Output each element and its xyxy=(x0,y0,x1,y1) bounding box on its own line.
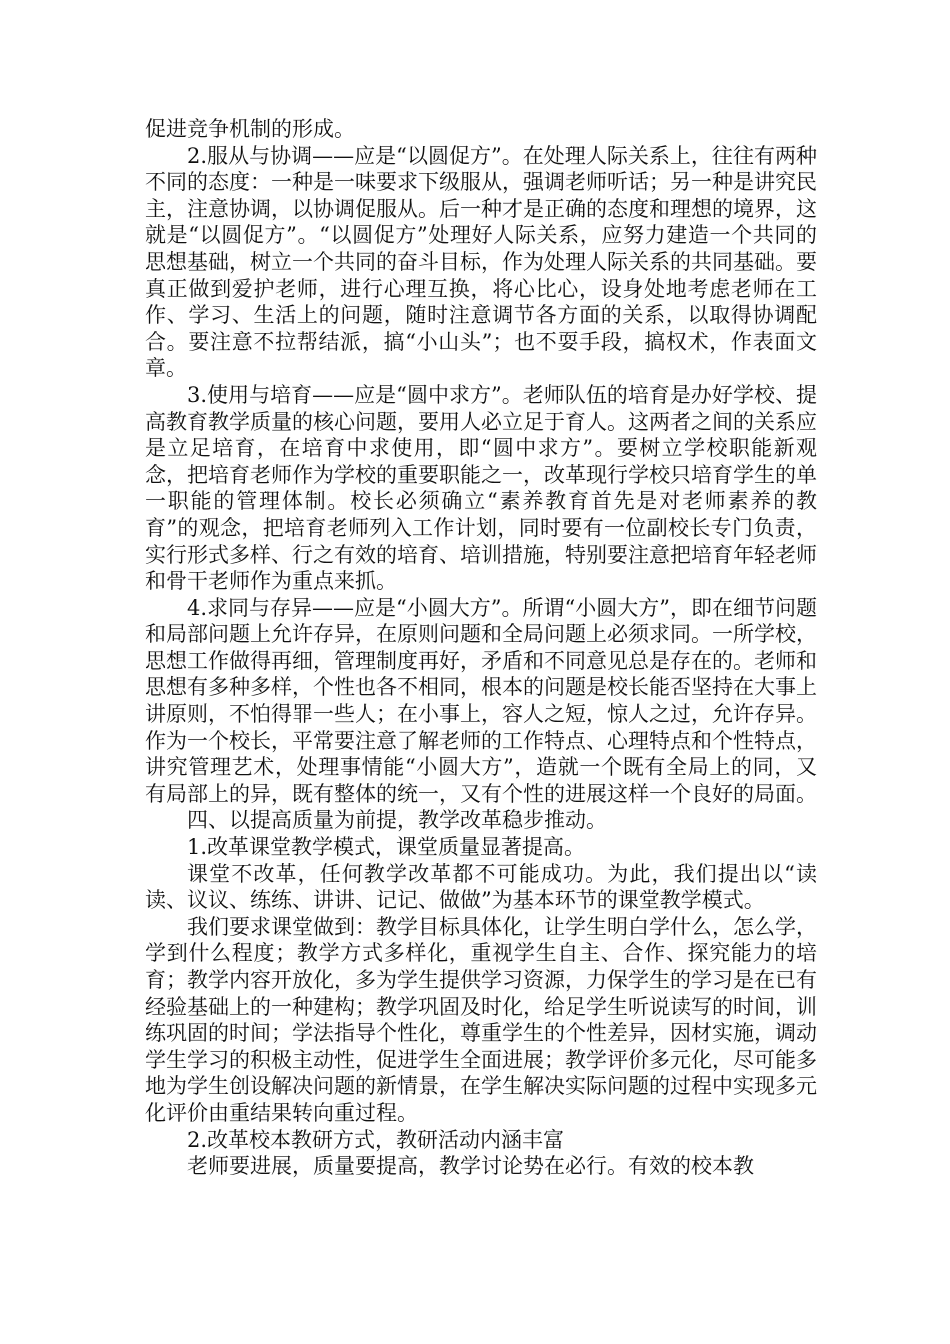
paragraph-4: 4.求同与存异——应是“小圆大方”。所谓“小圆大方”，即在细节问题和局部问题上允许存异，在原则问题和全局问题上必须求同。一所学校，思想工作做得再细，管理制度再好，矛盾和不同意见总是存在的。老师和思想有多种多样，个性也各不相同，根本的问题是校长能否坚持在大事上讲原则，不怕得罪一些人；在小事上，容人之短，惊人之过，允许存异。作为一个校长，平常要注意了解老师的工作特点、心理特点和个性特点，讲究管理艺术，处理事情能“小圆大方”，造就一个既有全局上的同，又有局部上的异，既有整体的统一，又有个性的进展这样一个良好的局面。 xyxy=(145,595,817,806)
section-heading-4: 四、以提高质量为前提，教学改革稳步推动。 xyxy=(187,808,607,833)
document-page xyxy=(145,116,817,1180)
paragraph-5: 课堂不改革，任何教学改革都不可能成功。为此，我们提出以“读读、议议、练练、讲讲、记记、做做”为基本环节的课堂教学模式。 xyxy=(145,861,817,913)
paragraph-1: 促进竞争机制的形成。 xyxy=(145,117,355,141)
paragraph-2: 2.服从与协调——应是“以圆促方”。在处理人际关系上，往往有两种不同的态度：一种是一味要求下级服从，强调老师听话；另一种是讲究民主，注意协调，以协调促服从。后一种才是正确的态度和理想的境界，这就是“以圆促方”。“以圆促方”处理好人际关系，应努力建造一个共同的思想基础，树立一个共同的奋斗目标，作为处理人际关系的共同基础。要真正做到爱护老师，进行心理互换，将心比心，设身处地考虑老师在工作、学习、生活上的问题，随时注意调节各方面的关系，以取得协调配合。要注意不拉帮结派，搞“小山头”；也不耍手段，搞权术，作表面文章。 xyxy=(145,143,817,381)
subheading-1: 1.改革课堂教学模式，课堂质量显著提高。 xyxy=(187,835,586,860)
subheading-2: 2.改革校本教研方式，教研活动内涵丰富 xyxy=(187,1127,565,1152)
paragraph-6: 我们要求课堂做到：教学目标具体化，让学生明白学什么，怎么学，学到什么程度；教学方式多样化，重视学生自主、合作、探究能力的培育；教学内容开放化，多为学生提供学习资源，力保学生的学习是在已有经验基础上的一种建构；教学巩固及时化，给足学生听说读写的时间，训练巩固的时间；学法指导个性化，尊重学生的个性差异，因材实施，调动学生学习的积极主动性，促进学生全面进展；教学评价多元化，尽可能多地为学生创设解决问题的新情景，在学生解决实际问题的过程中实现多元化评价由重结果转向重过程。 xyxy=(145,914,817,1125)
paragraph-3: 3.使用与培育——应是“圆中求方”。老师队伍的培育是办好学校、提高教育教学质量的核心问题，要用人必立足于育人。这两者之间的关系应是立足培育，在培育中求使用，即“圆中求方”。要树立学校职能新观念，把培育老师作为学校的重要职能之一，改革现行学校只培育学生的单一职能的管理体制。校长必须确立“素养教育首先是对老师素养的教育”的观念，把培育老师列入工作计划，同时要有一位副校长专门负责，实行形式多样、行之有效的培育、培训措施，特别要注意把培育年轻老师和骨干老师作为重点来抓。 xyxy=(145,382,817,594)
paragraph-7: 老师要进展，质量要提高，教学讨论势在必行。有效的校本教 xyxy=(187,1154,754,1179)
